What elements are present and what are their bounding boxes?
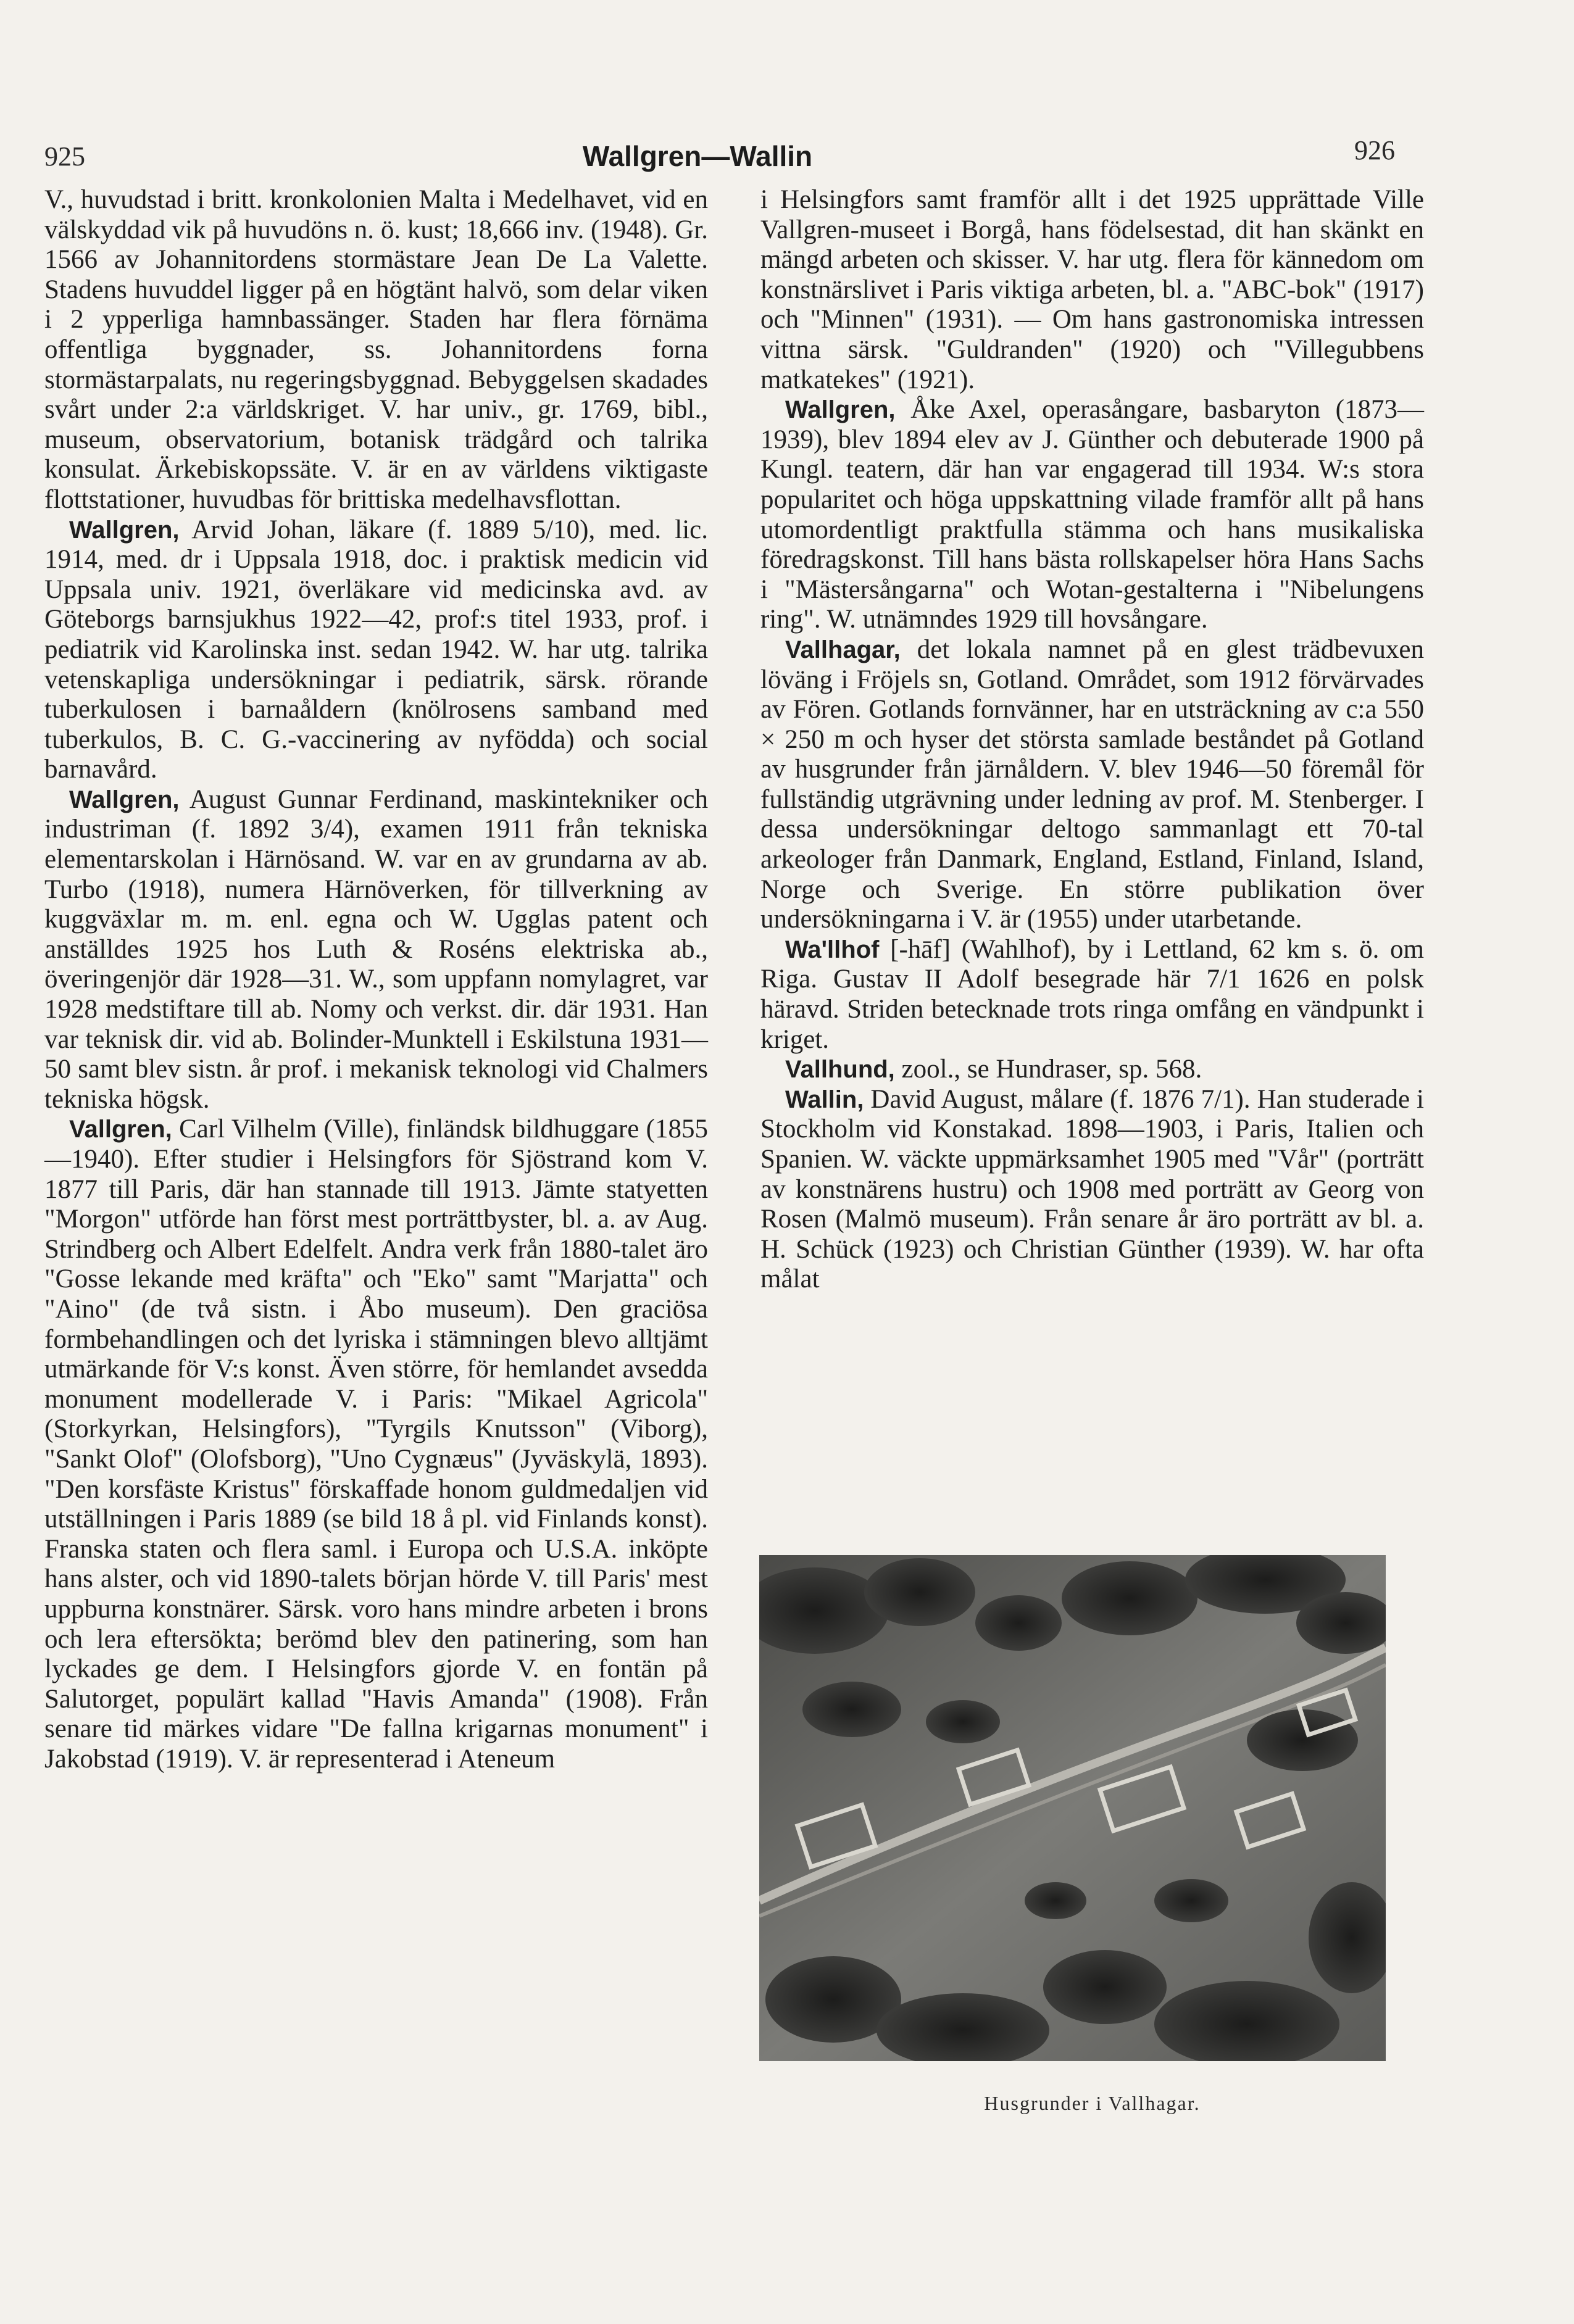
entry-text: Arvid Johan, läkare (f. 1889 5/10), med. lic. 1914, med. dr i Uppsala 1918, doc. i praktisk medicin vid Uppsala univ. 1921, överläkare vid medicinska avd. av Göteborgs barnsjukhus 1922—42, prof:s titel 1933, prof. i pediatrik vid Karolinska inst. sedan 1942. W. har utg. talrika vetenskapliga undersökningar i pediatrik, särsk. rörande tuberkulosen i barnaåldern (knölrosens samband med tuberkulos, B. C. G.-vaccinering av nyfödda) och social barnavård. — [44, 515, 708, 784]
page-number-right: 926 — [1354, 135, 1395, 165]
entry-text: Carl Vilhelm (Ville), finländsk bildhuggare (1855—1940). Efter studier i Helsingfors för Sjöstrand kom V. 1877 till Paris, där han stannade till 1913. Jämte statyetten "Morgon" utförde han först mest porträttbyster, bl. a. av Aug. Strindberg och Albert Edelfelt. Andra verk från 1880-talet äro "Gosse lekande med kräfta" och "Eko" samt "Marjatta" och "Aino" (de två sistn. i Åbo museum). Den graciösa formbehandlingen och det lyriska i stämningen blevo alltjämt utmärkande för V:s konst. Även större, för hemlandet avsedda monument modellerade V. i Paris: "Mikael Agricola" (Storkyrkan, Helsingfors), "Tyrgils Knutsson" (Viborg), "Sankt Olof" (Olofsborg), "Uno Cygnæus" (Jyväskylä, 1893). "Den korsfäste Kristus" förskaffade honom guldmedaljen vid utställningen i Paris 1889 (se bild 18 å pl. vid Finlands konst). Franska staten och flera saml. i Europa och U.S.A. inköpte hans alster, och vid 1890-talets början hörde V. till Paris' mest uppburna konstnärer. Särsk. voro hans mindre arbeten i brons och lera eftersökta; berömd blev den patinering, som han lyckades ge dem. I Helsingfors gjorde V. en fontän på Salutorget, populärt kallad "Havis Amanda" (1908). Från senare tid märkes vidare "De fallna krigarnas monument" i Jakobstad (1919). V. är representerad i Ateneum — [44, 1114, 708, 1774]
entry-headword: Wallgren, — [69, 786, 180, 813]
running-header — [0, 135, 1574, 184]
left-column — [44, 185, 708, 1774]
entry-paragraph — [760, 1085, 1424, 1295]
entry-paragraph — [44, 785, 708, 1115]
aerial-photograph — [759, 1555, 1386, 2061]
entry-headword: Vallhund, — [785, 1056, 895, 1084]
entry-headword: Wa'llhof — [785, 936, 880, 963]
page-number-left: 925 — [44, 141, 85, 172]
entry-text: det lokala namnet på en glest trädbevuxen löväng i Fröjels sn, Gotland. Området, som 1912 förvärvades av Fören. Gotlands fornvänner, har en utsträckning av c:a 550 × 250 m och hyser det största samlade beståndet på Gotland av husgrunder från järnåldern. V. blev 1946—50 föremål för fullständig utgrävning under ledning av prof. M. Stenberger. I dessa undersökningar deltogo sammanlagt ett 70-tal arkeologer från Danmark, England, Estland, Finland, Island, Norge och Sverige. En större publikation över undersökningarna i V. är (1955) under utarbetande. — [760, 634, 1424, 934]
page-title: Wallgren—Wallin — [582, 140, 813, 172]
entry-paragraph — [44, 185, 708, 515]
entry-paragraph — [760, 1055, 1424, 1085]
right-column — [760, 185, 1424, 1295]
entry-paragraph — [760, 185, 1424, 395]
entry-headword: Wallin, — [785, 1085, 864, 1113]
entry-paragraph — [760, 395, 1424, 635]
entry-headword: Vallhagar, — [785, 636, 901, 663]
entry-paragraph — [760, 635, 1424, 935]
entry-text: i Helsingfors samt framför allt i det 1925 upprättade Ville Vallgren-museet i Borgå, hans födelsestad, dit han skänkt en mängd arbeten och skisser. V. har utg. flera för kännedom om konstnärslivet i Paris viktiga arbeten, bl. a. "ABC-bok" (1917) och "Minnen" (1931). — Om hans gastronomiska intressen vittna särsk. "Guldranden" (1920) och "Villegubbens matkatekes" (1921). — [760, 185, 1424, 394]
entry-headword: Vallgren, — [69, 1116, 172, 1143]
entry-headword: Wallgren, — [69, 516, 180, 544]
entry-paragraph — [44, 1114, 708, 1774]
entry-text: David August, målare (f. 1876 7/1). Han studerade i Stockholm vid Konstakad. 1898—1903, i Paris, Italien och Spanien. W. väckte uppmärksamhet 1905 med "Vår" (porträtt av konstnärens hustru) och 1908 med porträtt av Georg von Rosen (Malmö museum). Från senare år äro porträtt av bl. a. H. Schück (1923) och Christian Günther (1939). W. har ofta målat — [760, 1084, 1424, 1294]
figure-caption: Husgrunder i Vallhagar. — [984, 2092, 1201, 2114]
entry-headword: Wallgren, — [785, 396, 896, 424]
entry-paragraph — [760, 935, 1424, 1055]
entry-text: V., huvudstad i britt. kronkolonien Malta i Medelhavet, vid en välskyddad vik på huvudöns n. ö. kust; 18,666 inv. (1948). Gr. 1566 av Johannitordens stormästare Jean De La Valette. Stadens huvuddel ligger på en högtänt halvö, som delar viken i 2 ypperliga hamnbassänger. Staden har flera förnäma offentliga byggnader, ss. Johannitordens forna stormästarpalats, nu regeringsbyggnad. Bebyggelsen skadades svårt under 2:a världskriget. V. har univ., gr. 1769, bibl., museum, observatorium, botanisk trädgård och talrika konsulat. Ärkebiskopssäte. V. är en av världens viktigaste flottstationer, huvudbas för brittiska medelhavsflottan. — [44, 185, 708, 514]
entry-text: [-hāf] (Wahlhof), by i Lettland, 62 km s. ö. om Riga. Gustav II Adolf besegrade här 7/1 1626 en polsk häravd. Striden betecknade trots ringa omfång en vändpunkt i kriget. — [760, 934, 1424, 1054]
entry-text: zool., se Hundraser, sp. 568. — [894, 1055, 1202, 1084]
aerial-photo-illustration — [759, 1555, 1386, 2061]
entry-text: Åke Axel, operasångare, basbaryton (1873—1939), blev 1894 elev av J. Günther och debuterade 1900 på Kungl. teatern, där han var engagerad till 1934. W:s stora popularitet och höga uppskattning vilade framför allt på hans utomordentligt praktfulla stämma och hans musikaliska föredragskonst. Till hans bästa rollskapelser höra Hans Sachs i "Mästersångarna" och Wotan-gestalterna i "Nibelungens ring". W. utnämndes 1929 till hovsångare. — [760, 395, 1424, 634]
entry-text: August Gunnar Ferdinand, maskintekniker och industriman (f. 1892 3/4), examen 1911 från tekniska elementarskolan i Härnösand. W. var en av grundarna av ab. Turbo (1918), numera Härnöverken, för tillverkning av kuggväxlar m. m. enl. egna och W. Ugglas patent och anställdes 1925 hos Luth & Roséns elektriska ab., överingenjör där 1928—31. W., som uppfann nomylagret, var 1928 medstiftare till ab. Nomy och verkst. dir. där 1931. Han var teknisk dir. vid ab. Bolinder-Munktell i Eskilstuna 1931—50 samt blev sistn. år prof. i mekanisk teknologi vid Chalmers tekniska högsk. — [44, 784, 708, 1114]
entry-paragraph — [44, 515, 708, 785]
